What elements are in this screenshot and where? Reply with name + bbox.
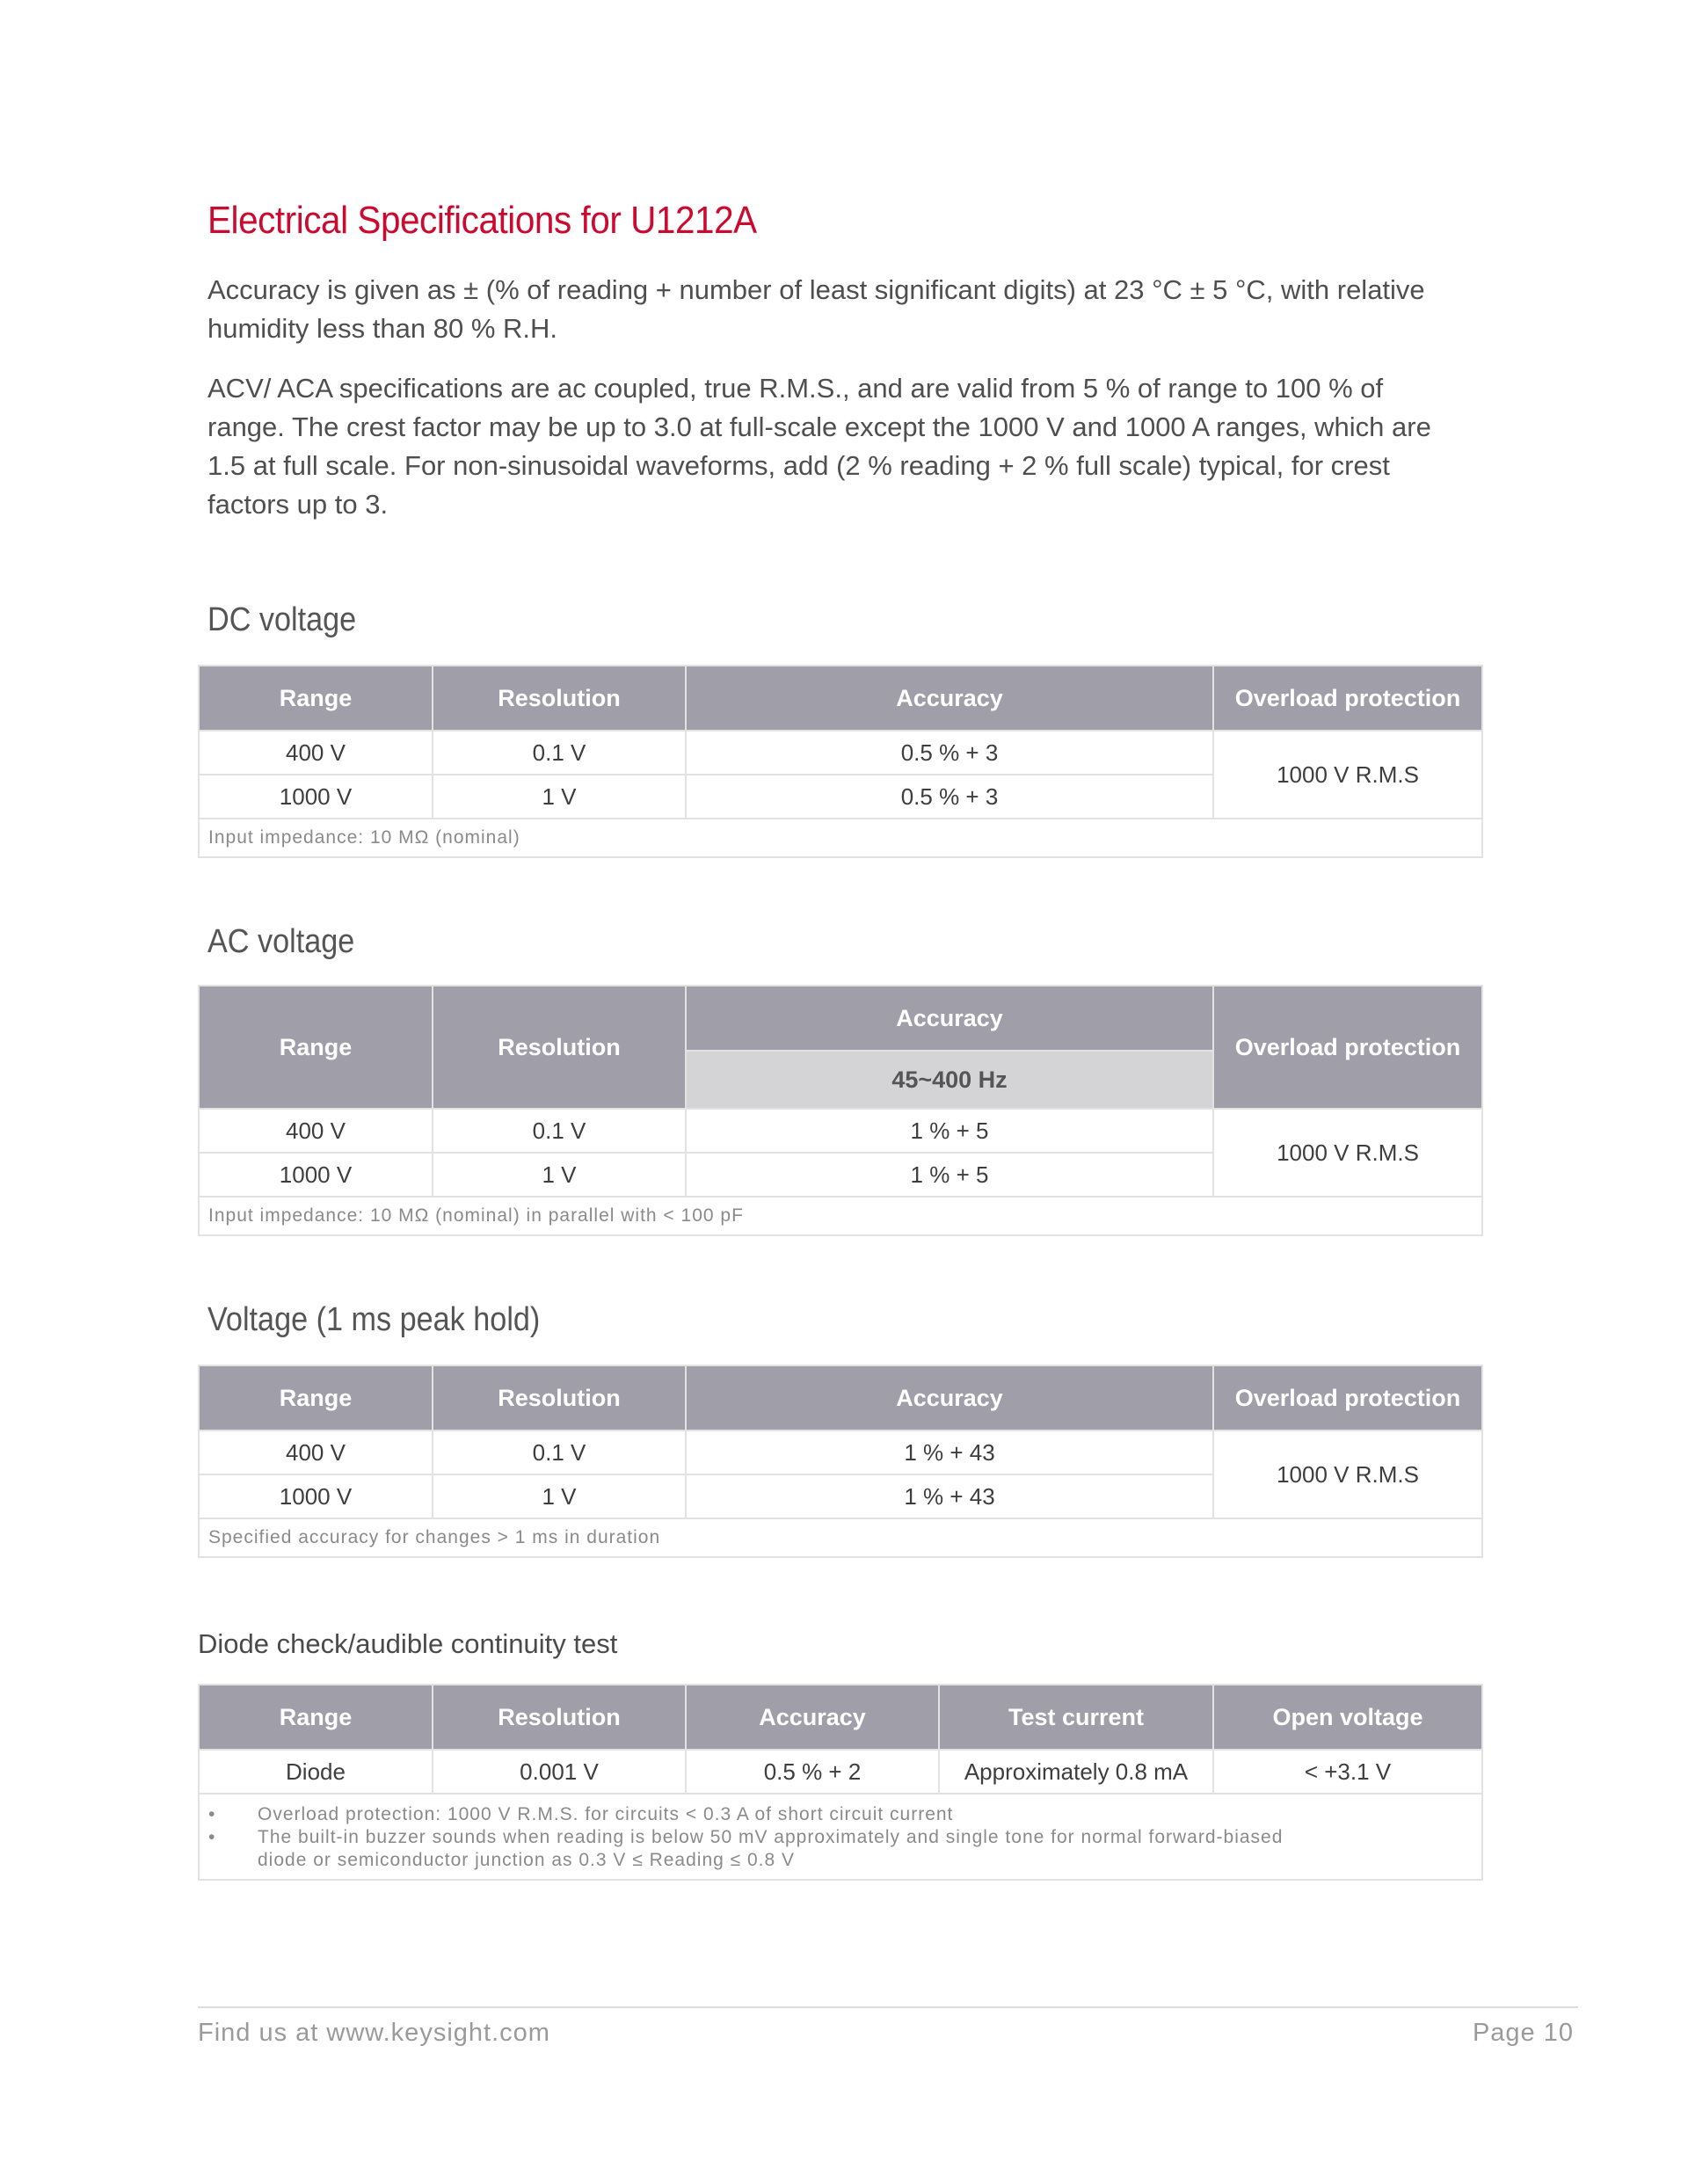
- cell-resolution: 1 V: [433, 1474, 686, 1518]
- header-frequency: 45~400 Hz: [686, 1051, 1213, 1109]
- table-row: [199, 1750, 1482, 1794]
- table-header-row: [199, 1685, 1482, 1750]
- cell-accuracy: 1 % + 43: [686, 1431, 1213, 1474]
- header-range: Range: [199, 1685, 433, 1750]
- page-title: Electrical Specifications for U1212A: [207, 199, 757, 242]
- cell-resolution: 0.001 V: [433, 1750, 686, 1794]
- cell-resolution: 0.1 V: [433, 1109, 686, 1153]
- acv-aca-paragraph: ACV/ ACA specifications are ac coupled, true R.M.S., and are valid from 5 % of range to 100 % of range. The crest factor may be up to 3.0 at full-scale except the 1000 V and 1000 A ranges, which are 1.5 at full scale. For non-sinusoidal waveforms, add (2 % reading + 2 % full scale) typical, for crest factors up to 3.: [207, 373, 1431, 520]
- header-accuracy: Accuracy: [686, 1365, 1213, 1431]
- cell-resolution: 1 V: [433, 775, 686, 819]
- list-item: • The built-in buzzer sounds when reading is below 50 mV approximately and single tone for normal forward-biased diode or semiconductor junction as 0.3 V ≤ Reading ≤ 0.8 V: [208, 1826, 1473, 1872]
- header-open-voltage: Open voltage: [1213, 1685, 1482, 1750]
- table-row: [199, 1431, 1482, 1474]
- peak-hold-heading: Voltage (1 ms peak hold): [207, 1301, 541, 1338]
- table-notes: [199, 1794, 1482, 1880]
- header-overload: Overload protection: [1213, 666, 1482, 731]
- header-accuracy: Accuracy: [686, 666, 1213, 731]
- header-accuracy: Accuracy: [686, 986, 1213, 1051]
- cell-range: 1000 V: [199, 775, 433, 819]
- header-accuracy: Accuracy: [686, 1685, 939, 1750]
- cell-open-voltage: < +3.1 V: [1213, 1750, 1482, 1794]
- cell-range: 1000 V: [199, 1474, 433, 1518]
- cell-accuracy: 0.5 % + 3: [686, 775, 1213, 819]
- header-resolution: Resolution: [433, 1685, 686, 1750]
- table-row: [199, 1109, 1482, 1153]
- cell-range: 400 V: [199, 1431, 433, 1474]
- ac-voltage-heading: AC voltage: [207, 923, 355, 960]
- cell-overload: 1000 V R.M.S: [1213, 1109, 1482, 1197]
- header-range: Range: [199, 1365, 433, 1431]
- table-note-row: [199, 1197, 1482, 1235]
- page-number: Page 10: [1472, 2019, 1574, 2047]
- list-item: • Overload protection: 1000 V R.M.S. for circuits < 0.3 A of short circuit current: [208, 1803, 1473, 1826]
- table-note: Input impedance: 10 MΩ (nominal): [199, 819, 1482, 857]
- table-note: Input impedance: 10 MΩ (nominal) in parallel with < 100 pF: [199, 1197, 1482, 1235]
- cell-range: 400 V: [199, 1109, 433, 1153]
- cell-range: 400 V: [199, 731, 433, 775]
- header-resolution: Resolution: [433, 1365, 686, 1431]
- cell-accuracy: 0.5 % + 3: [686, 731, 1213, 775]
- header-resolution: Resolution: [433, 666, 686, 731]
- table-row: [199, 731, 1482, 775]
- cell-accuracy: 0.5 % + 2: [686, 1750, 939, 1794]
- notes-list: [208, 1803, 1473, 1872]
- table-header-row: [199, 666, 1482, 731]
- cell-range: 1000 V: [199, 1153, 433, 1197]
- cell-test-current: Approximately 0.8 mA: [939, 1750, 1213, 1794]
- footer-divider: [198, 2006, 1578, 2008]
- header-test-current: Test current: [939, 1685, 1213, 1750]
- cell-resolution: 1 V: [433, 1153, 686, 1197]
- header-resolution: Resolution: [433, 986, 686, 1109]
- cell-range: Diode: [199, 1750, 433, 1794]
- table-header-row: [199, 986, 1482, 1051]
- peak-hold-table: [198, 1365, 1483, 1558]
- cell-overload: 1000 V R.M.S: [1213, 731, 1482, 819]
- cell-accuracy: 1 % + 5: [686, 1153, 1213, 1197]
- diode-table: [198, 1684, 1483, 1881]
- table-note-row: [199, 1794, 1482, 1880]
- footer-website: Find us at www.keysight.com: [198, 2019, 550, 2047]
- cell-overload: 1000 V R.M.S: [1213, 1431, 1482, 1518]
- ac-voltage-table: [198, 985, 1483, 1236]
- table-note-row: [199, 819, 1482, 857]
- cell-resolution: 0.1 V: [433, 1431, 686, 1474]
- header-overload: Overload protection: [1213, 986, 1482, 1109]
- diode-heading: Diode check/audible continuity test: [198, 1628, 618, 1659]
- header-overload: Overload protection: [1213, 1365, 1482, 1431]
- cell-resolution: 0.1 V: [433, 731, 686, 775]
- table-note-row: [199, 1518, 1482, 1557]
- dc-voltage-heading: DC voltage: [207, 601, 357, 638]
- accuracy-paragraph: Accuracy is given as ± (% of reading + number of least significant digits) at 23 °C ± 5 °C, with relative humidity less than 80 % R.H.: [207, 274, 1425, 344]
- table-header-row: [199, 1365, 1482, 1431]
- cell-accuracy: 1 % + 5: [686, 1109, 1213, 1153]
- dc-voltage-table: [198, 665, 1483, 858]
- header-range: Range: [199, 666, 433, 731]
- header-range: Range: [199, 986, 433, 1109]
- table-note: Specified accuracy for changes > 1 ms in duration: [199, 1518, 1482, 1557]
- cell-accuracy: 1 % + 43: [686, 1474, 1213, 1518]
